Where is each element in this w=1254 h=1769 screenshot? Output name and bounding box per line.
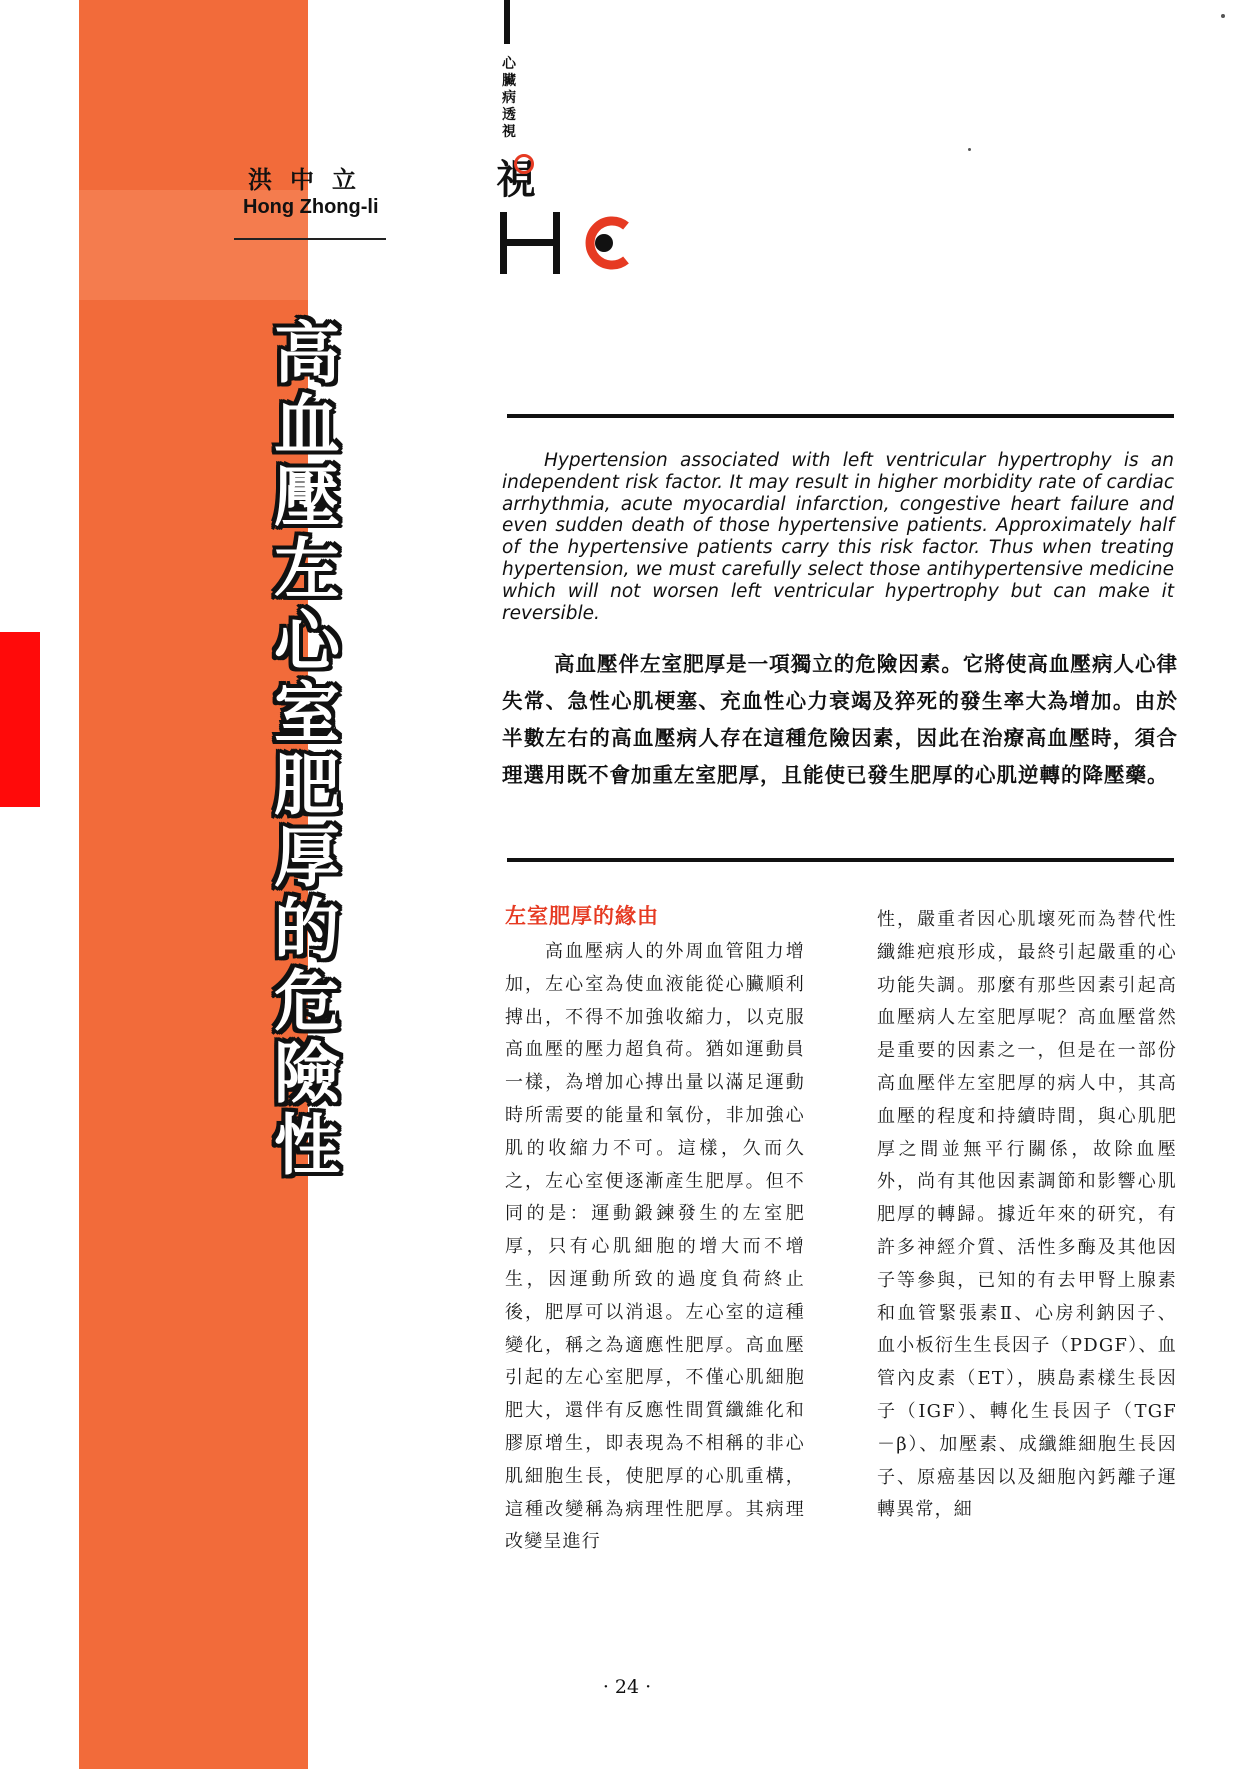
- page-number: · 24 ·: [602, 1676, 652, 1698]
- author-name-chinese: 洪中立: [248, 166, 374, 194]
- body-paragraph-2: 性，嚴重者因心肌壞死而為替代性纖維疤痕形成，最終引起嚴重的心功能失調。那麼有那些因素引起高血壓病人左室肥厚呢？高血壓當然是重要的因素之一，但是在一部份高血壓伴左室肥厚的病人中，其高血壓的程度和持續時間，與心肌肥厚之間並無平行關係，故除血壓外，尚有其他因素調節和影響心肌肥厚的轉歸。據近年來的研究，有許多神經介質、活性多酶及其他因子等參與，已知的有去甲腎上腺素和血管緊張素Ⅱ、心房利鈉因子、血小板衍生生長因子（PDGF）、血管內皮素（ET），胰島素樣生長因子（IGF）、轉化生長因子（TGF－β）、加壓素、成纖維細胞生長因子、原癌基因以及細胞內鈣離子運轉異常，細: [877, 909, 1177, 1521]
- body-column-right: [877, 904, 1177, 1527]
- middle-rule: [507, 858, 1174, 862]
- top-rule: [507, 414, 1174, 418]
- scan-speck: [1221, 14, 1225, 18]
- section-heading: 左室肥厚的緣由: [505, 904, 659, 928]
- logo-top-bar: [504, 0, 510, 44]
- scan-speck: [968, 148, 971, 151]
- author-underline: [234, 238, 386, 240]
- author-name-english: Hong Zhong-li: [243, 196, 379, 218]
- glyph-accent-icon: [514, 154, 534, 174]
- red-edge-tab: [0, 632, 40, 807]
- abstract-chinese: 高血壓伴左室肥厚是一項獨立的危險因素。它將使高血壓病人心律失常、急性心肌梗塞、充血性心力衰竭及猝死的發生率大為增加。由於半數左右的高血壓病人存在這種危險因素，因此在治療高血壓時，須合理選用既不會加重左室肥厚，且能使已發生肥厚的心肌逆轉的降壓藥。: [502, 652, 1178, 787]
- body-column-left: [505, 900, 805, 1559]
- abstract-english: Hypertension associated with left ventricular hypertrophy is an independent risk factor. It may result in higher morbidity rate of cardiac arrhythmia, acute myocardial infarction, congestive heart failure and even sudden death of those hypertensive patients. Approximately half of the hypertensive patients carry this risk factor. Thus when treating hypertension, we must carefully select those antihypertensive medicine which will not worsen left ventricular hypertrophy but can make it reversible.: [502, 450, 1174, 624]
- hc-logo-icon: [500, 212, 635, 274]
- article-title: 高血壓左心室肥厚的危險性: [274, 315, 340, 1184]
- body-paragraph-1: 高血壓病人的外周血管阻力增加，左心室為使血液能從心臟順利搏出，不得不加強收縮力，以克服高血壓的壓力超負荷。猶如運動員一樣，為增加心搏出量以滿足運動時所需要的能量和氧份，非加強心肌的收縮力不可。這樣，久而久之，左心室便逐漸產生肥厚。但不同的是：運動鍛鍊發生的左室肥厚，只有心肌細胞的增大而不增生，因運動所致的過度負荷終止後，肥厚可以消退。左心室的這種變化，稱之為適應性肥厚。高血壓引起的左心室肥厚，不僅心肌細胞肥大，還伴有反應性間質纖維化和膠原增生，即表現為不相稱的非心肌細胞生長，使肥厚的心肌重構，這種改變稱為病理性肥厚。其病理改變呈進行: [505, 941, 805, 1553]
- series-label: 心臟病透視: [502, 56, 516, 140]
- series-glyph: 視: [496, 157, 536, 203]
